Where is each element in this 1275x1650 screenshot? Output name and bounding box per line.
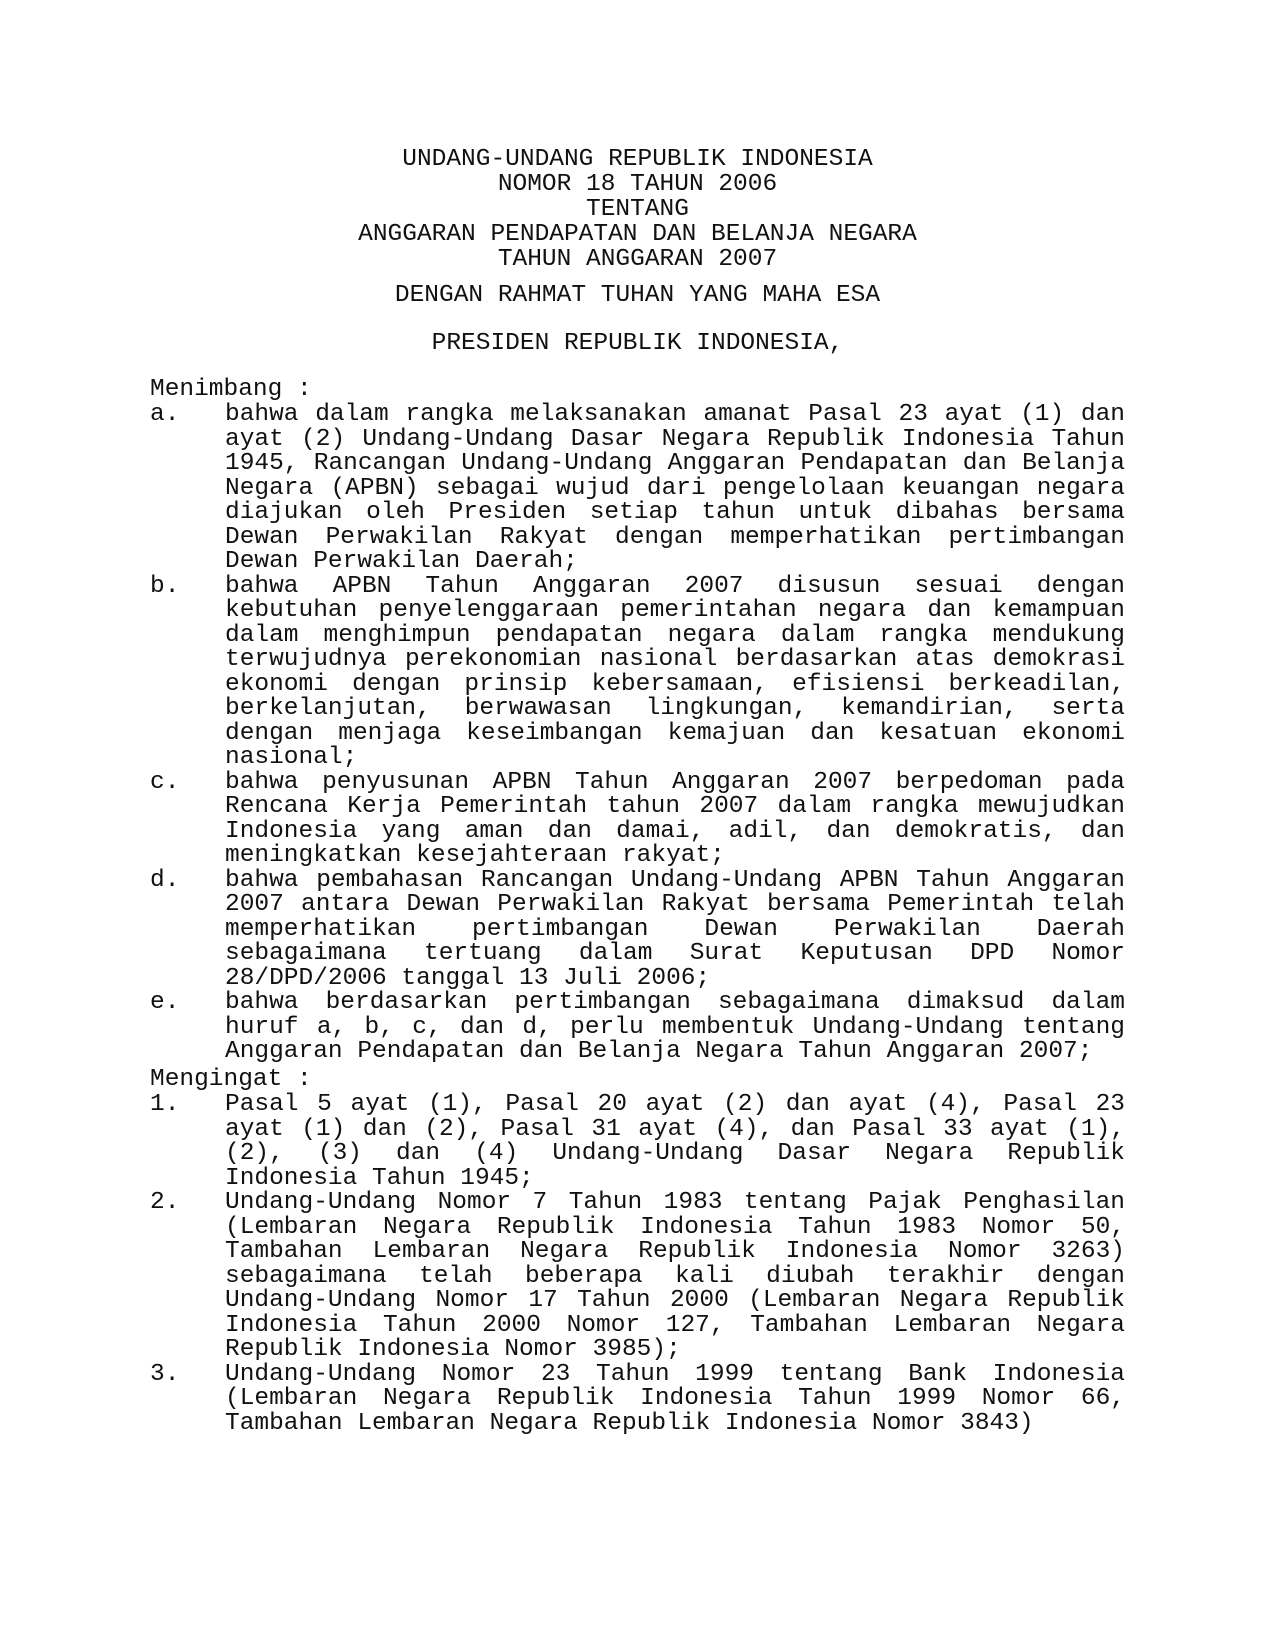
law-fiscal-year: TAHUN ANGGARAN 2007 [497, 246, 778, 273]
menimbang-item-c [150, 768, 1125, 869]
mengingat-item-2 [150, 1191, 1125, 1363]
item-marker: d. [150, 866, 180, 894]
item-text: Pasal 5 ayat (1), Pasal 20 ayat (2) dan ayat (4), Pasal 23 ayat (1) dan (2), Pasal 31 ayat (4), dan Pasal 33 ayat (1), (2), (3) dan (4) Undang-Undang Dasar Negara Republik Indonesia Tahun 1945; [225, 1091, 1125, 1192]
item-marker: c. [150, 768, 180, 796]
blessing-line: DENGAN RAHMAT TUHAN YANG MAHA ESA [394, 282, 881, 309]
menimbang-section [150, 378, 1125, 1065]
law-about-label: TENTANG [586, 196, 689, 223]
item-text: bahwa pembahasan Rancangan Undang-Undang APBN Tahun Anggaran 2007 antara Dewan Perwakilan Rakyat bersama Pemerintah telah memperhatikan pertimbangan Dewan Perwakilan Daerah sebagaimana tertuang dalam Surat Keputusan DPD Nomor 28/DPD/2006 tanggal 13 Juli 2006; [225, 866, 1125, 992]
item-text: Undang-Undang Nomor 7 Tahun 1983 tentang Pajak Penghasilan (Lembaran Negara Republik Indonesia Tahun 1983 Nomor 50, Tambahan Lembaran Negara Republik Indonesia Nomor 3263) sebagaimana telah beberapa kali diubah terakhir dengan Undang-Undang Nomor 17 Tahun 2000 (Lembaran Negara Republik Indonesia Tahun 2000 Nomor 127, Tambahan Lembaran Negara Republik Indonesia Nomor 3985); [225, 1189, 1125, 1363]
item-text: bahwa berdasarkan pertimbangan sebagaimana dimaksud dalam huruf a, b, c, dan d, perlu membentuk Undang-Undang tentang Anggaran Pendapatan dan Belanja Negara Tahun Anggaran 2007; [225, 989, 1125, 1065]
menimbang-item-b [150, 572, 1125, 771]
mengingat-heading: Mengingat : [150, 1066, 312, 1093]
item-marker: 2. [150, 1189, 180, 1216]
law-title: UNDANG-UNDANG REPUBLIK INDONESIA [402, 146, 873, 173]
item-marker: e. [150, 989, 180, 1016]
item-marker: b. [150, 572, 180, 600]
item-marker: 1. [150, 1091, 180, 1118]
menimbang-item-a [150, 403, 1125, 575]
mengingat-item-1 [150, 1093, 1125, 1191]
mengingat-item-3 [150, 1360, 1125, 1437]
menimbang-item-d [150, 866, 1125, 992]
law-number: NOMOR 18 TAHUN 2006 [497, 171, 778, 198]
item-text: bahwa penyusunan APBN Tahun Anggaran 2007 berpedoman pada Rencana Kerja Pemerintah tahun 2007 dalam rangka mewujudkan Indonesia yang aman dan damai, adil, dan demokratis, dan meningkatkan kesejahteraan rakyat; [225, 768, 1125, 869]
law-subject: ANGGARAN PENDAPATAN DAN BELANJA NEGARA [358, 221, 917, 248]
item-marker: a. [150, 401, 180, 428]
item-text: bahwa APBN Tahun Anggaran 2007 disusun sesuai dengan kebutuhan penyelenggaraan pemerintahan negara dan kemampuan dalam menghimpun pendapatan negara dalam rangka mendukung terwujudnya perekonomian nasional berdasarkan atas demokrasi ekonomi dengan prinsip kebersamaan, efisiensi berkeadilan, berkelanjutan, berwawasan lingkungan, kemandirian, serta dengan menjaga keseimbangan kemajuan dan kesatuan ekonomi nasional; [225, 572, 1125, 771]
document-header [150, 148, 1125, 273]
item-text: bahwa dalam rangka melaksanakan amanat Pasal 23 ayat (1) dan ayat (2) Undang-Undang Dasar Negara Republik Indonesia Tahun 1945, Rancangan Undang-Undang Anggaran Pendapatan dan Belanja Negara (APBN) sebagai wujud dari pengelolaan keuangan negara diajukan oleh Presiden setiap tahun untuk dibahas bersama Dewan Perwakilan Rakyat dengan memperhatikan pertimbangan Dewan Perwakilan Daerah; [225, 401, 1125, 575]
menimbang-heading: Menimbang : [150, 376, 312, 403]
president-line: PRESIDEN REPUBLIK INDONESIA, [431, 330, 844, 357]
menimbang-item-e [150, 991, 1125, 1065]
item-marker: 3. [150, 1360, 180, 1388]
item-text: Undang-Undang Nomor 23 Tahun 1999 tentang Bank Indonesia (Lembaran Negara Republik Indonesia Tahun 1999 Nomor 66, Tambahan Lembaran Negara Republik Indonesia Nomor 3843) [225, 1360, 1125, 1437]
mengingat-section [150, 1068, 1125, 1436]
